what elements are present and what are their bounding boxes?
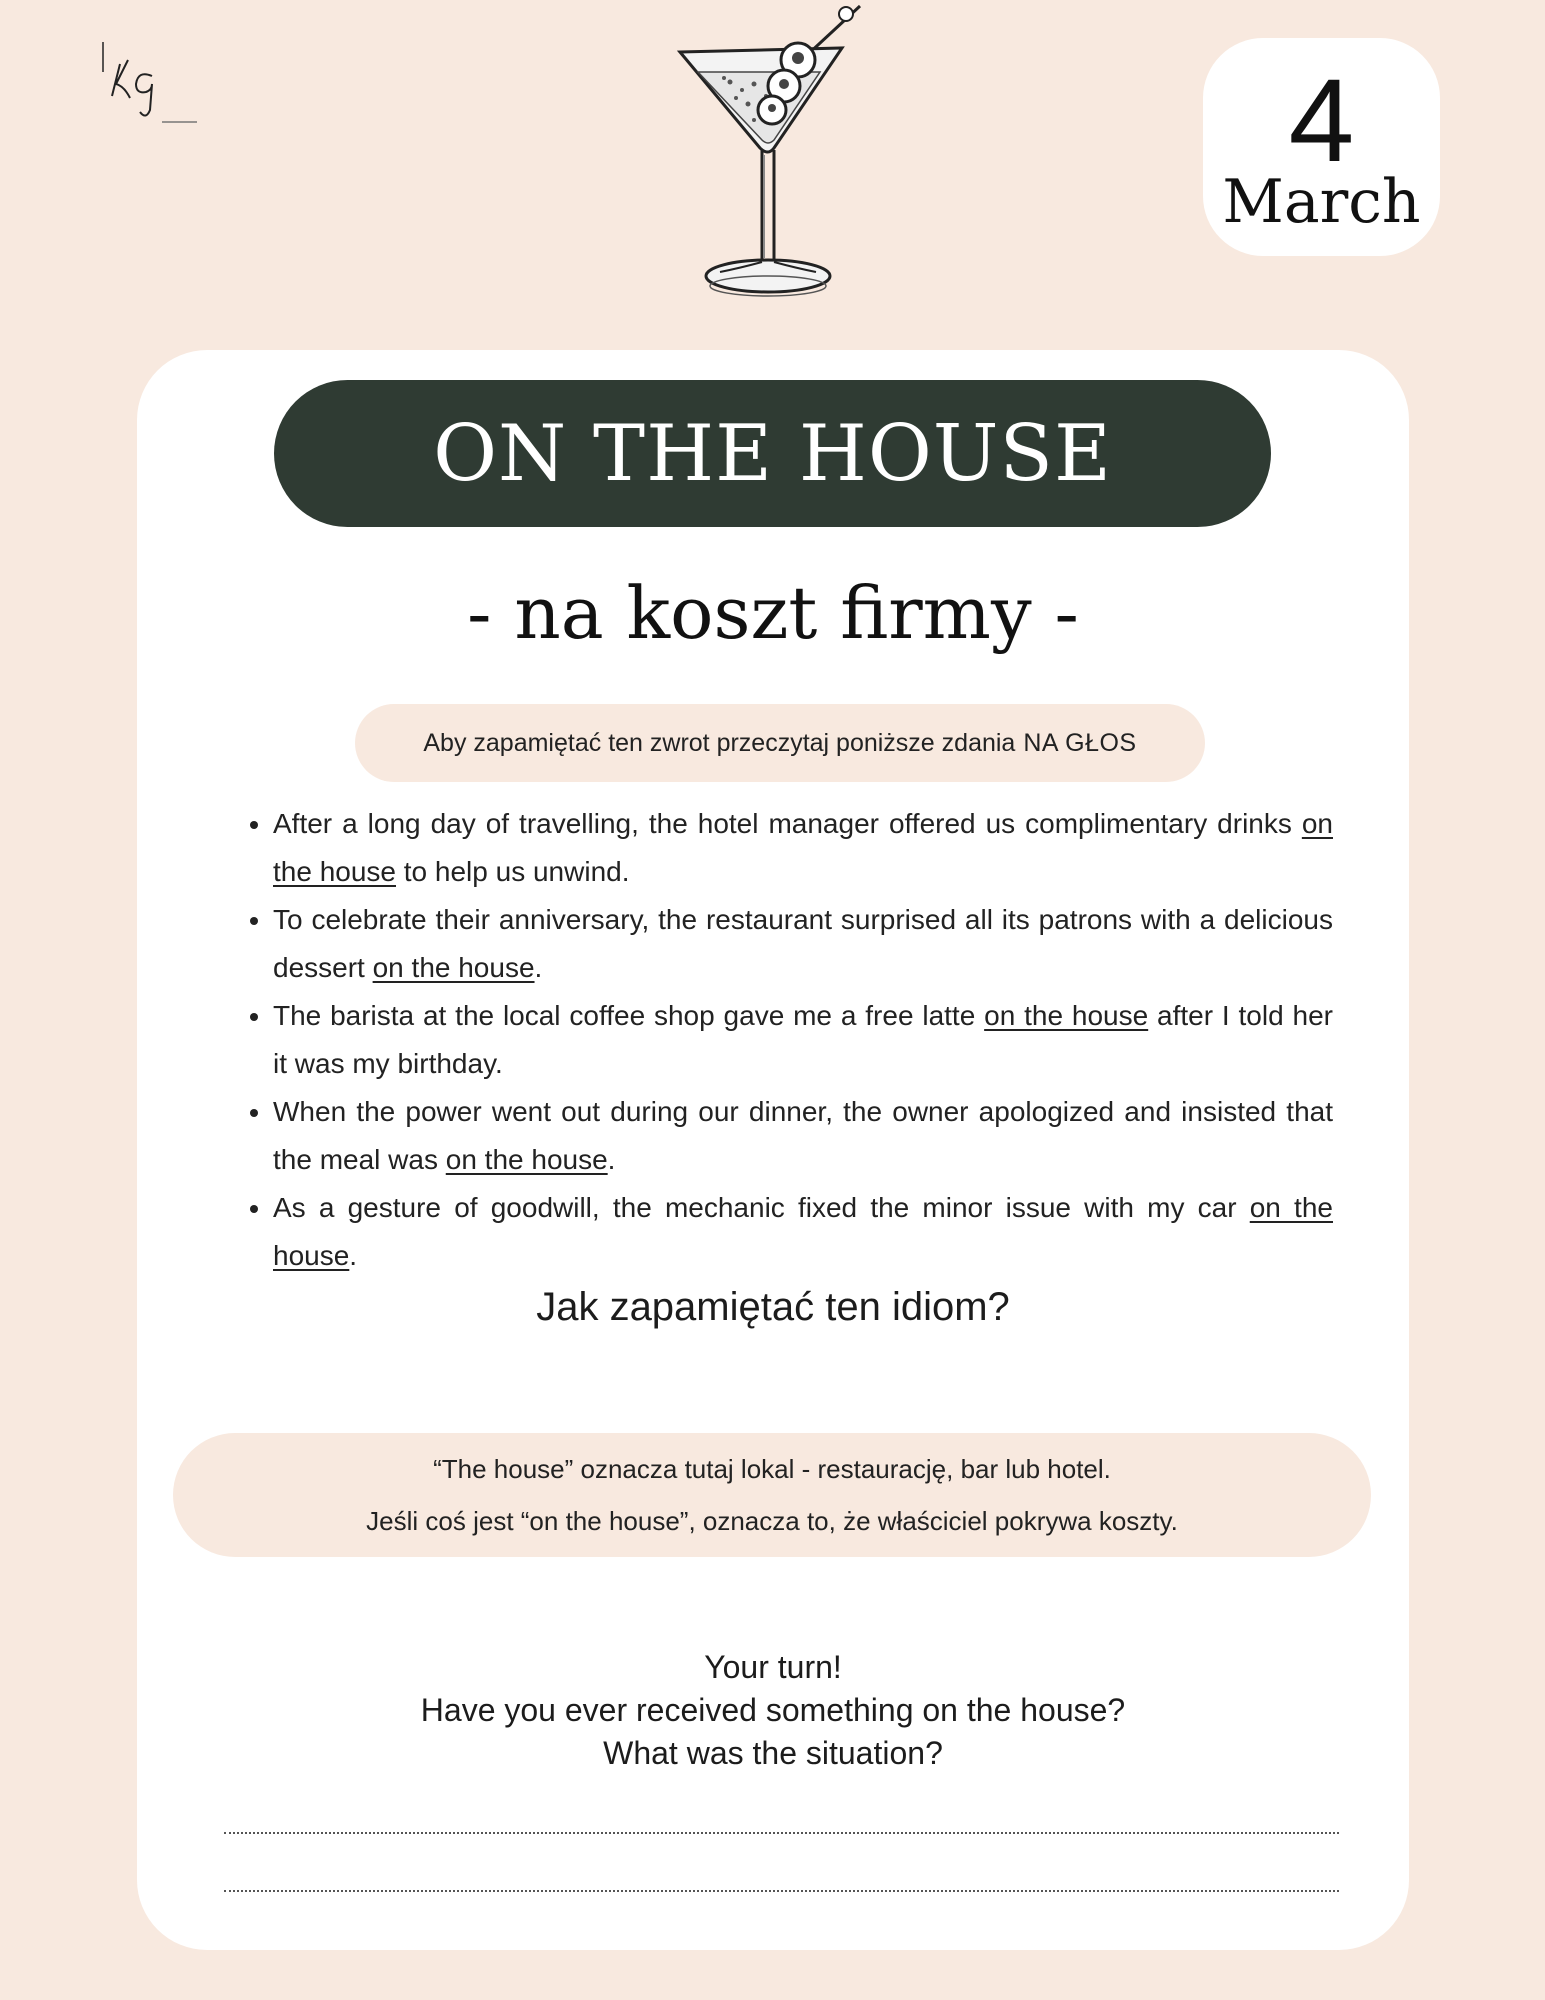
example-sentence	[273, 896, 1333, 992]
martini-glass-illustration	[670, 0, 870, 310]
example-text: As a gesture of goodwill, the mechanic fixed the minor issue with my car	[273, 1192, 1250, 1223]
idiom-highlight: on the house	[273, 1192, 1333, 1271]
answer-line[interactable]	[224, 1890, 1339, 1892]
instruction-text: Aby zapamiętać ten zwrot przeczytaj poniższe zdania	[423, 728, 1016, 757]
example-text: to help us unwind.	[396, 856, 630, 887]
example-sentence	[273, 992, 1333, 1088]
your-turn-question: What was the situation?	[603, 1735, 943, 1771]
explanation-banner	[173, 1433, 1371, 1557]
memory-tip-heading: Jak zapamiętać ten idiom?	[536, 1285, 1010, 1329]
date-day: 4	[1288, 55, 1355, 187]
example-text: The barista at the local coffee shop gave me a free latte	[273, 1000, 985, 1031]
kg-signature-logo	[100, 38, 210, 128]
idiom-highlight: on the house	[372, 952, 535, 983]
lesson-card	[137, 350, 1409, 1950]
instruction-emphasis: NA GŁOS	[1023, 728, 1137, 757]
idiom-highlight: on the house	[984, 1000, 1149, 1031]
example-text: .	[534, 952, 543, 983]
example-text: After a long day of travelling, the hotel manager offered us complimentary drinks	[273, 808, 1302, 839]
explanation-line: Jeśli coś jest “on the house”, oznacza to, że właściciel pokrywa koszty.	[366, 1506, 1178, 1536]
example-text: .	[349, 1240, 358, 1271]
date-badge	[1203, 38, 1440, 256]
idiom-title: ON THE HOUSE	[433, 408, 1112, 499]
answer-line[interactable]	[224, 1832, 1339, 1834]
example-text: To celebrate their anniversary, the restaurant surprised all its patrons with a delicious dessert	[273, 904, 1333, 983]
idiom-highlight: on the house	[445, 1144, 608, 1175]
date-month: March	[1222, 167, 1421, 237]
your-turn-label: Your turn!	[704, 1649, 842, 1685]
explanation-line: “The house” oznacza tutaj lokal - restaurację, bar lub hotel.	[433, 1454, 1111, 1484]
example-text: When the power went out during our dinner, the owner apologized and insisted that the meal was	[273, 1096, 1333, 1175]
example-sentence	[273, 1184, 1333, 1280]
example-sentence	[273, 800, 1333, 896]
idiom-highlight: on the house	[273, 808, 1333, 887]
instruction-banner	[355, 704, 1205, 782]
example-text: .	[607, 1144, 616, 1175]
title-banner	[274, 380, 1271, 527]
example-sentences-list	[235, 800, 1333, 1280]
example-text: after I told her it was my birthday.	[273, 1000, 1333, 1079]
example-sentence	[273, 1088, 1333, 1184]
your-turn-question: Have you ever received something on the house?	[420, 1692, 1126, 1728]
your-turn-prompt	[137, 1646, 1409, 1775]
idiom-translation: - na koszt firmy -	[467, 571, 1079, 655]
